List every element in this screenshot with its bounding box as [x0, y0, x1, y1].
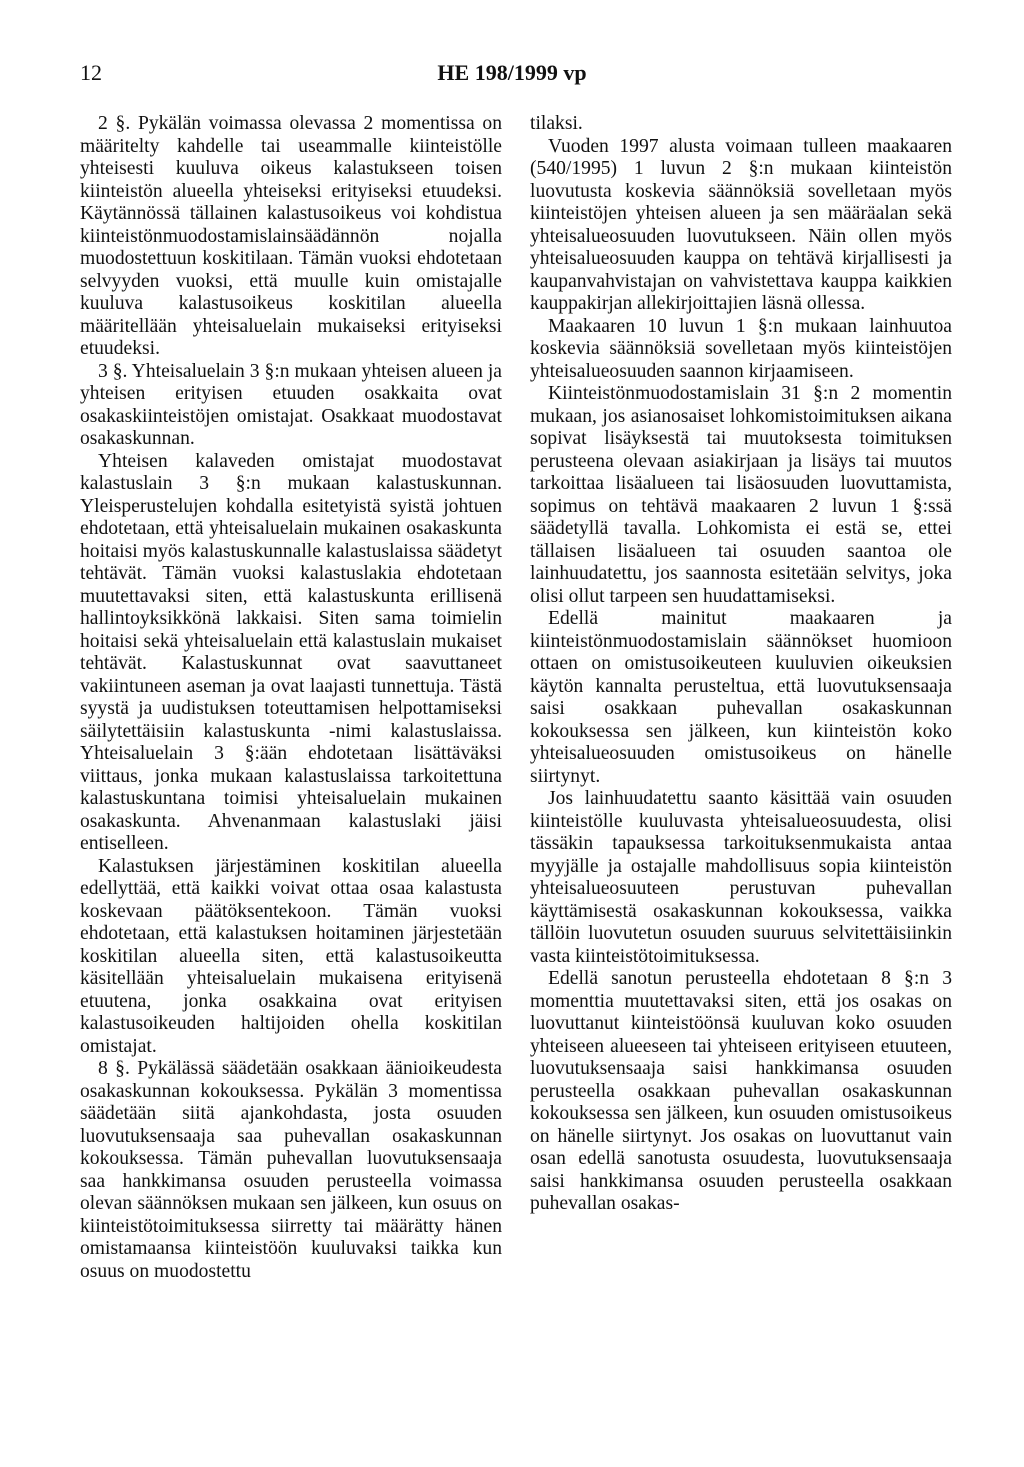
paragraph-fishing-community: Yhteisen kalaveden omistajat muodostavat kalastuslain 3 §:n mukaan kalastuskunnan. Yleisperustelujen kohdalla esitetyistä syistä johtuen ehdotetaan, että yhteisaluelain mukainen osakaskunta hoitaisi myös kalastuskunnalle kalastuslaissa säädetyt tehtävät. Tämän vuoksi kalastuslakia ehdotetaan muutettavaksi siten, että kalastuskunta erillisenä hallintoyksikkönä lakkaisi. Siten sama toimielin hoitaisi sekä yhteisaluelain että kalastuslain mukaiset tehtävät. Kalastuskunnat ovat saavuttaneet vakiintuneen aseman ja ovat laajasti tunnettuja. Tästä syystä ja uudistuksen toteuttamisen helpottamiseksi säilytettäisiin kalastuskunta -nimi kalastuslaissa. Yhteisaluelain 3 §:ään ehdotetaan lisättäväksi viittaus, jonka mukaan kalastuslaissa tarkoitettuna kalastuskuntana toimisi yhteisaluelain mukainen osakaskunta. Ahvenanmaan kalastuslaki jäisi entiselleen.	[80, 450, 502, 854]
document-id: HE 198/1999 vp	[437, 60, 587, 85]
paragraph-continuation: tilaksi.	[530, 113, 583, 134]
page-number: 12	[80, 60, 102, 85]
paragraph-edella-mainitut: Edellä mainitut maakaaren ja kiinteistönmuodostamislain säännökset huomioon ottaen on omistusoikeuteen kuuluvien oikeuksien käytön kannalta perusteltua, että luovutuksensaaja saisi osakkaan puhevallan osakaskunnan kokouksessa sen jälkeen, kun kiinteistön koko yhteisalueosuuden omistusoikeus on hänelle siirtynyt.	[530, 608, 952, 787]
paragraph-kiinteistonmuodostamislaki: Kiinteistönmuodostamislain 31 §:n 2 momentin mukaan, jos asianosaiset lohkomistoimituksen aikana sopivat lisäyksestä tai muutoksesta toimituksen perusteena olevaan asiakirjaan ja lisäys tai muutos tarkoittaa lisäalueen tai lisäosuuden luovuttamista, sopimus on tehtävä maakaaren 2 luvun 1 §:ssä säädetyllä tavalla. Lohkomista ei estä se, ettei tällaisen lisäalueen tai osuuden saantoa ole lainhuudatettu, jos saannosta esitetään selvitys, joka olisi ollut tarpeen sen huudattamiseksi.	[530, 383, 952, 607]
page-header	[0, 60, 1024, 90]
paragraph-rapids-fishing: Kalastuksen järjestäminen koskitilan alueella edellyttää, että kaikki voivat ottaa osaa kalastusta koskevaan päätöksentekoon. Tämän vuoksi ehdotetaan, että kalastuksen hoitaminen järjestetään koskitilan alueella siten, että kalastusoikeutta käsitellään yhteisaluelain mukaisena erityisenä etuutena, jonka osakkaina ovat erityisen kalastusoikeuden haltijoiden ohella koskitilan omistajat.	[80, 855, 502, 1057]
paragraph-maakaari-10: Maakaaren 10 luvun 1 §:n mukaan lainhuutoa koskevia säännöksiä sovelletaan myös kiinteistöjen yhteisalueosuuden saannon kirjaamiseen.	[530, 315, 952, 382]
paragraph-lainhuudatettu: Jos lainhuudatettu saanto käsittää vain osuuden kiinteistölle kuuluvasta yhteisalueosuudesta, olisi tässäkin tapauksessa tarkoituksenmukaista antaa myyjälle ja ostajalle mahdollisuus sopia kiinteistön yhteisalueosuuteen perustuvan puhevallan käyttämisestä osakaskunnan kokouksessa, vaikka tällöin luovutetun osuuden suuruus selvitettäisiinkin vasta kiinteistötoimituksessa.	[530, 788, 952, 967]
paragraph-maakaari-1997: Vuoden 1997 alusta voimaan tulleen maakaaren (540/1995) 1 luvun 2 §:n mukaan kiinteistön luovutusta koskevia säännöksiä sovelletaan myös kiinteistöjen yhteisen alueen ja sen määräalan sekä yhteisalueosuuden luovutukseen. Näin ollen myös yhteisalueosuuden kauppa on tehtävä kirjallisesti ja kaupanvahvistajan on vahvistettava kauppa kaikkien kauppakirjan allekirjoittajien läsnä ollessa.	[530, 135, 952, 314]
paragraph-proposal: Edellä sanotun perusteella ehdotetaan 8 §:n 3 momenttia muutettavaksi siten, että jos osakas on luovuttanut kiinteistöönsä kuuluvan koko osuuden yhteiseen alueeseen tai yhteiseen erityiseen etuuteen, luovutuksensaaja saisi hankkimansa osuuden perusteella osakkaan puhevallan osakaskunnan kokouksessa sen jälkeen, kun osuuden omistusoikeus on hänelle siirtynyt. Jos osakas on luovuttanut vain osan edellä sanotusta osuudesta, luovutuksensaaja saisi hankkimansa osuuden perusteella osakkaan puhevallan osakas-	[530, 968, 952, 1214]
paragraph-section-2: 2 §. Pykälän voimassa olevassa 2 momentissa on määritelty kahdelle tai useammalle kiinteistölle yhteisesti kuuluva oikeus kalastukseen toisen kiinteistön alueella yhteiseksi erityiseksi etuudeksi. Käytännössä tällainen kalastusoikeus voi kohdistua kiinteistönmuodostamislainsäädännön nojalla muodostettuun koskitilaan. Tämän vuoksi ehdotetaan selvyyden vuoksi, että muulle kuin omistajalle kuuluva kalastusoikeus koskitilan alueella määritellään yhteisaluelain mukaiseksi erityiseksi etuudeksi.	[80, 113, 502, 359]
right-column	[530, 113, 952, 1216]
left-column	[80, 113, 502, 1283]
paragraph-section-3: 3 §. Yhteisaluelain 3 §:n mukaan yhteisen alueen ja yhteisen erityisen etuuden osakkaita ovat osakaskiinteistöjen omistajat. Osakkaat muodostavat osakaskunnan.	[80, 360, 502, 449]
paragraph-section-8: 8 §. Pykälässä säädetään osakkaan äänioikeudesta osakaskunnan kokouksessa. Pykälän 3 momentissa säädetään siitä ajankohdasta, josta osuuden luovutuksensaaja saa puhevallan osakaskunnan kokouksessa. Tämän puhevallan luovutuksensaaja saa hankkimansa osuuden perusteella voimassa olevan säännöksen mukaan sen jälkeen, kun osuus on kiinteistötoimituksessa siirretty tai määrätty hänen omistamaansa kiinteistöön kuuluvaksi taikka kun osuus on muodostettu	[80, 1058, 502, 1282]
